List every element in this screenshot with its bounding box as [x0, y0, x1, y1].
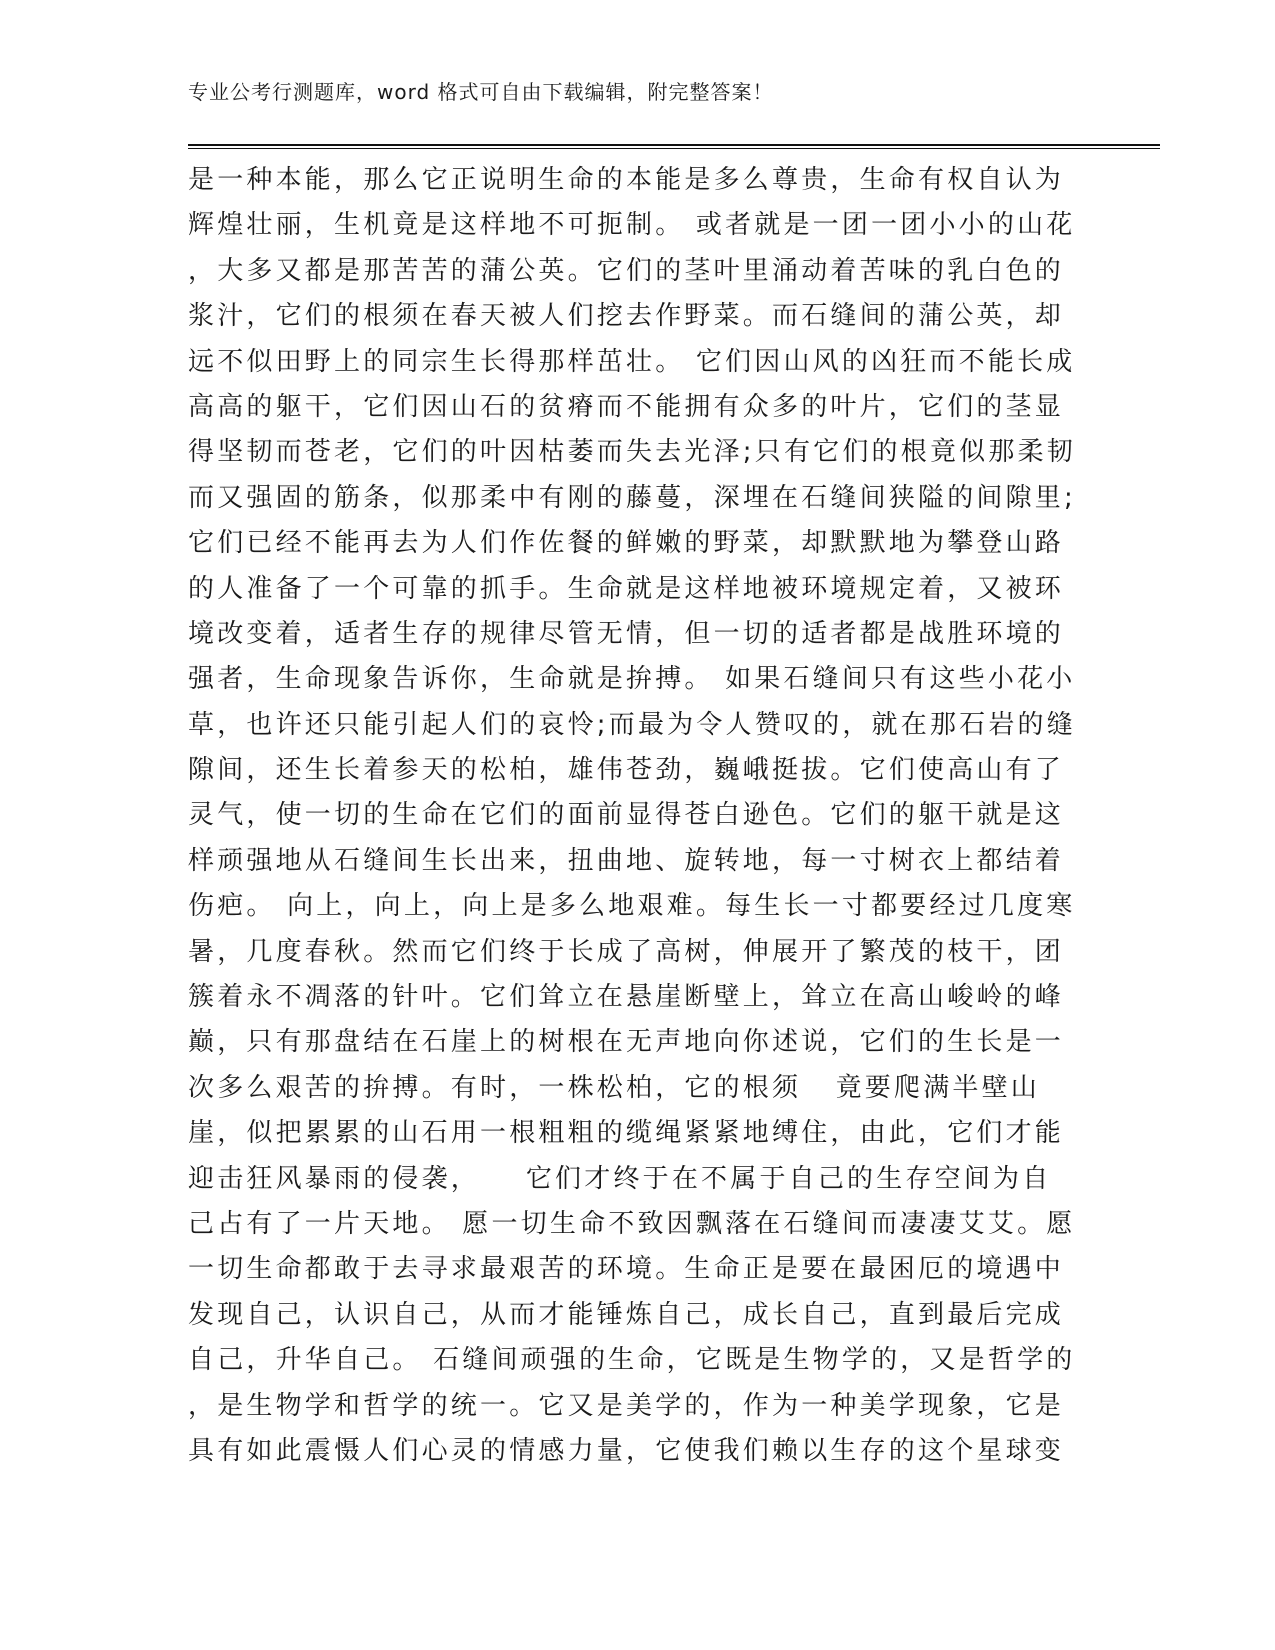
text-line: 己占有了一片天地。 愿一切生命不致因飘落在石缝间而凄凄艾艾。愿: [188, 1208, 1076, 1239]
text-line: 得坚韧而苍老，它们的叶因枯萎而失去光泽;只有它们的根竟似那柔韧: [188, 437, 1076, 468]
text-line: 隙间，还生长着参天的松柏，雄伟苍劲，巍峨挺拔。它们使高山有了: [188, 755, 1065, 786]
text-line: 高高的躯干，它们因山石的贫瘠而不能拥有众多的叶片，它们的茎显: [188, 391, 1065, 422]
text-line: 远不似田野上的同宗生长得那样茁壮。 它们因山风的凶狂而不能长成: [188, 346, 1076, 377]
text-line: ，是生物学和哲学的统一。它又是美学的，作为一种美学现象，它是: [188, 1390, 1065, 1421]
text-line: 而又强固的筋条，似那柔中有刚的藤蔓，深埋在石缝间狭隘的间隙里;: [188, 482, 1076, 513]
text-line: 崖，似把累累的山石用一根粗粗的缆绳紧紧地缚住，由此，它们才能: [188, 1118, 1065, 1149]
text-line: 样顽强地从石缝间生长出来，扭曲地、旋转地，每一寸树衣上都结着: [188, 845, 1065, 876]
text-line: 的人准备了一个可靠的抓手。生命就是这样地被环境规定着，又被环: [188, 573, 1065, 604]
text-line: 自己，升华自己。 石缝间顽强的生命，它既是生物学的，又是哲学的: [188, 1345, 1076, 1376]
text-line: 具有如此震慑人们心灵的情感力量，它使我们赖以生存的这个星球变: [188, 1435, 1065, 1466]
text-line: ，大多又都是那苦苦的蒲公英。它们的茎叶里涌动着苦味的乳白色的: [188, 255, 1065, 286]
text-line: 发现自己，认识自己，从而才能锤炼自己，成长自己，直到最后完成: [188, 1299, 1065, 1330]
text-line: 浆汁，它们的根须在春天被人们挖去作野菜。而石缝间的蒲公英，却: [188, 301, 1065, 332]
text-line: 灵气，使一切的生命在它们的面前显得苍白逊色。它们的躯干就是这: [188, 800, 1065, 831]
text-line: 一切生命都敢于去寻求最艰苦的环境。生命正是要在最困厄的境遇中: [188, 1254, 1065, 1285]
header-divider: [188, 144, 1160, 149]
text-line: 巅，只有那盘结在石崖上的树根在无声地向你述说，它们的生长是一: [188, 1027, 1065, 1058]
body-text: [188, 158, 1088, 1474]
text-line: 暑，几度春秋。然而它们终于长成了高树，伸展开了繁茂的枝干，团: [188, 936, 1065, 967]
text-line: 草，也许还只能引起人们的哀怜;而最为令人赞叹的，就在那石岩的缝: [188, 709, 1076, 740]
text-line: 是一种本能，那么它正说明生命的本能是多么尊贵，生命有权自认为: [188, 165, 1065, 195]
text-line: 辉煌壮丽，生机竟是这样地不可扼制。 或者就是一团一团小小的山花: [188, 210, 1076, 241]
text-line: 伤疤。 向上，向上，向上是多么地艰难。每生长一寸都要经过几度寒: [188, 891, 1076, 922]
text-line: 迎击狂风暴雨的侵袭， 它们才终于在不属于自己的生存空间为自: [188, 1163, 1052, 1194]
text-line: 次多么艰苦的拚搏。有时，一株松柏，它的根须 竟要爬满半壁山: [188, 1072, 1040, 1103]
page-header: 专业公考行测题库，word 格式可自由下载编辑，附完整答案！: [188, 80, 774, 104]
text-line: 境改变着，适者生存的规律尽管无情，但一切的适者都是战胜环境的: [188, 618, 1065, 649]
text-line: 簇着永不凋落的针叶。它们耸立在悬崖断壁上，耸立在高山峻岭的峰: [188, 982, 1065, 1013]
text-line: 它们已经不能再去为人们作佐餐的鲜嫩的野菜，却默默地为攀登山路: [188, 528, 1065, 559]
text-line: 强者，生命现象告诉你，生命就是拚搏。 如果石缝间只有这些小花小: [188, 664, 1076, 695]
